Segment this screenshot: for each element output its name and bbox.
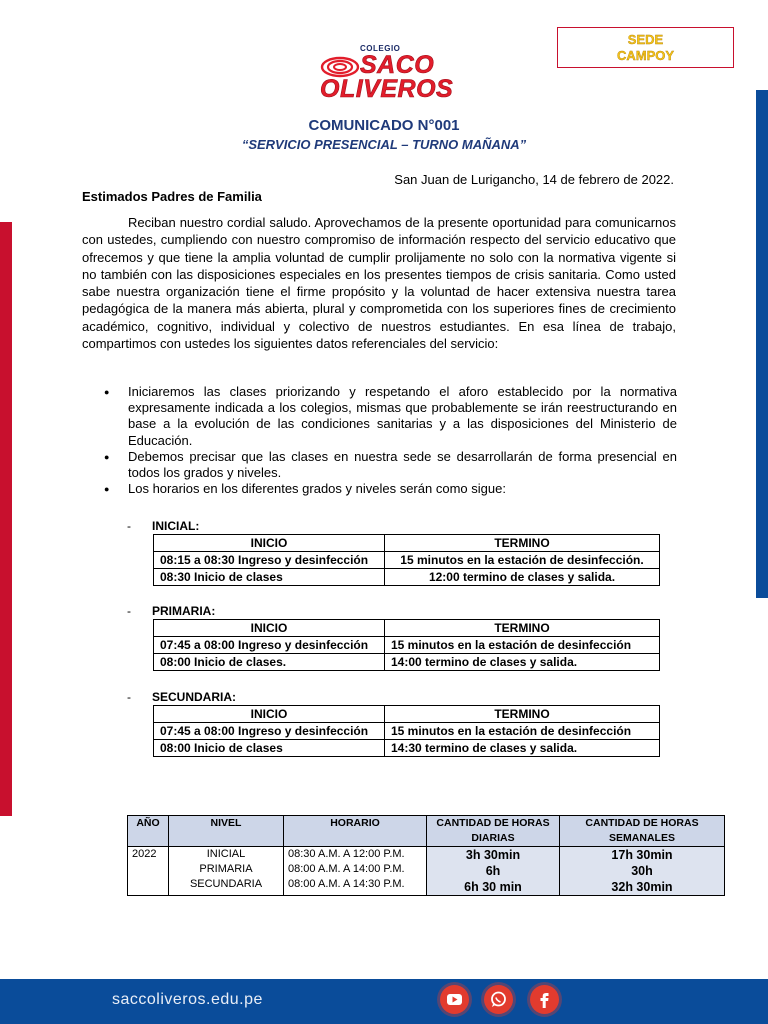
table-cell: 08:00 Inicio de clases (154, 740, 385, 757)
summary-daily (427, 847, 560, 896)
summary-level: SECUNDARIA (189, 878, 263, 890)
table-header-inicio: INICIO (154, 706, 385, 723)
intro-paragraph: Reciban nuestro cordial saludo. Aprovechamos de la presente oportunidad para comunicarnos con ustedes, cumpliendo con nuestro compromiso de información respecto del servicio educativo que ofrecemos y que tiene la amplia voluntad de cumplir prolijamente no solo con la normativa vigente si no también con las disposiciones especiales en los presentes tiempos de crisis sanitaria. Como usted sabe nuestra organización tiene el firme propósito y la voluntad de hacer extensiva nuestra tarea pedagógica de la manera más abierta, plural y comprometida con los superiores fines de crecimiento académico, cognitivo, individual y colectivo de nuestros estudiantes. En esa línea de trabajo, compartimos con ustedes los siguientes datos referenciales del servicio: (82, 215, 676, 352)
footer-website-link[interactable]: saccoliveros.edu.pe (112, 991, 263, 1008)
table-cell: 08:30 Inicio de clases (154, 569, 385, 586)
logo-colegio: COLEGIO (360, 44, 401, 53)
whatsapp-icon[interactable] (484, 985, 513, 1014)
primaria-label: PRIMARIA: (152, 604, 216, 618)
inicial-label: INICIAL: (152, 519, 200, 533)
table-cell: 07:45 a 08:00 Ingreso y desinfección (154, 723, 385, 740)
sede-box (557, 27, 734, 68)
date-line: San Juan de Lurigancho, 14 de febrero de 2022. (394, 172, 674, 187)
summary-daily-value: 6h 30 min (464, 880, 522, 894)
facebook-icon[interactable] (530, 985, 559, 1014)
summary-weekly-value: 30h (631, 864, 653, 878)
school-logo (316, 44, 456, 106)
primaria-table (153, 619, 660, 671)
footer-bar (0, 979, 768, 1024)
summary-header-year: AÑO (128, 816, 169, 847)
summary-year: 2022 (128, 847, 169, 896)
table-cell: 08:15 a 08:30 Ingreso y desinfección (154, 552, 385, 569)
logo-line1: SACO (360, 51, 435, 79)
summary-weekly-value: 17h 30min (611, 848, 673, 862)
left-red-bar (0, 222, 12, 816)
right-blue-bar (756, 90, 768, 598)
summary-weekly (560, 847, 725, 896)
logo-line2: OLIVEROS (320, 75, 454, 103)
inicial-table (153, 534, 660, 586)
table-cell: 14:30 termino de clases y salida. (385, 740, 660, 757)
summary-daily-value: 6h (485, 864, 501, 878)
summary-header-daily: CANTIDAD DE HORAS DIARIAS (427, 816, 560, 847)
summary-hour: 08:00 A.M. A 14:30 P.M. (288, 878, 405, 890)
summary-level: INICIAL (206, 848, 246, 860)
summary-header-schedule: HORARIO (284, 816, 427, 847)
table-cell: 15 minutos en la estación de desinfección (385, 637, 660, 654)
summary-header-level: NIVEL (169, 816, 284, 847)
table-cell: 07:45 a 08:00 Ingreso y desinfección (154, 637, 385, 654)
table-cell: 15 minutos en la estación de desinfección. (385, 552, 660, 569)
secundaria-label: SECUNDARIA: (152, 690, 236, 704)
summary-daily-value: 3h 30min (465, 848, 521, 862)
bullet-item: ● Iniciaremos las clases priorizando y respetando el aforo establecido por la normativa expresamente indicada a los colegios, mismas que probablemente se irán reestructurando en base a la evolución de las condiciones sanitarias y a las disposiciones del Ministerio de Educación. (102, 384, 677, 449)
sede-line2: CAMPOY (616, 48, 675, 63)
table-header-termino: TERMINO (385, 535, 660, 552)
bullet-item: ● Los horarios en los diferentes grados y niveles serán como sigue: (102, 481, 677, 497)
bullet-list (102, 384, 677, 497)
bullet-item: ● Debemos precisar que las clases en nuestra sede se desarrollarán de forma presencial en todos los grados y niveles. (102, 449, 677, 481)
summary-weekly-value: 32h 30min (611, 880, 673, 894)
summary-levels (169, 847, 284, 896)
dash-marker: - (127, 690, 131, 704)
youtube-icon[interactable] (440, 985, 469, 1014)
table-header-termino: TERMINO (385, 706, 660, 723)
greeting: Estimados Padres de Familia (82, 189, 262, 204)
table-cell: 08:00 Inicio de clases. (154, 654, 385, 671)
summary-header-weekly: CANTIDAD DE HORAS SEMANALES (560, 816, 725, 847)
sede-line1: SEDE (627, 32, 664, 47)
secundaria-table (153, 705, 660, 757)
summary-hour: 08:00 A.M. A 14:00 P.M. (288, 863, 405, 875)
summary-hours (284, 847, 427, 896)
table-header-termino: TERMINO (385, 620, 660, 637)
table-cell: 14:00 termino de clases y salida. (385, 654, 660, 671)
dash-marker: - (127, 519, 131, 533)
summary-level: PRIMARIA (199, 863, 253, 875)
table-header-inicio: INICIO (154, 535, 385, 552)
dash-marker: - (127, 604, 131, 618)
communique-subtitle: “SERVICIO PRESENCIAL – TURNO MAÑANA” (241, 137, 527, 152)
table-header-inicio: INICIO (154, 620, 385, 637)
communique-title: COMUNICADO N°001 (308, 117, 460, 134)
table-cell: 12:00 termino de clases y salida. (385, 569, 660, 586)
summary-hour: 08:30 A.M. A 12:00 P.M. (288, 848, 405, 860)
summary-table (127, 815, 725, 896)
table-cell: 15 minutos en la estación de desinfección (385, 723, 660, 740)
